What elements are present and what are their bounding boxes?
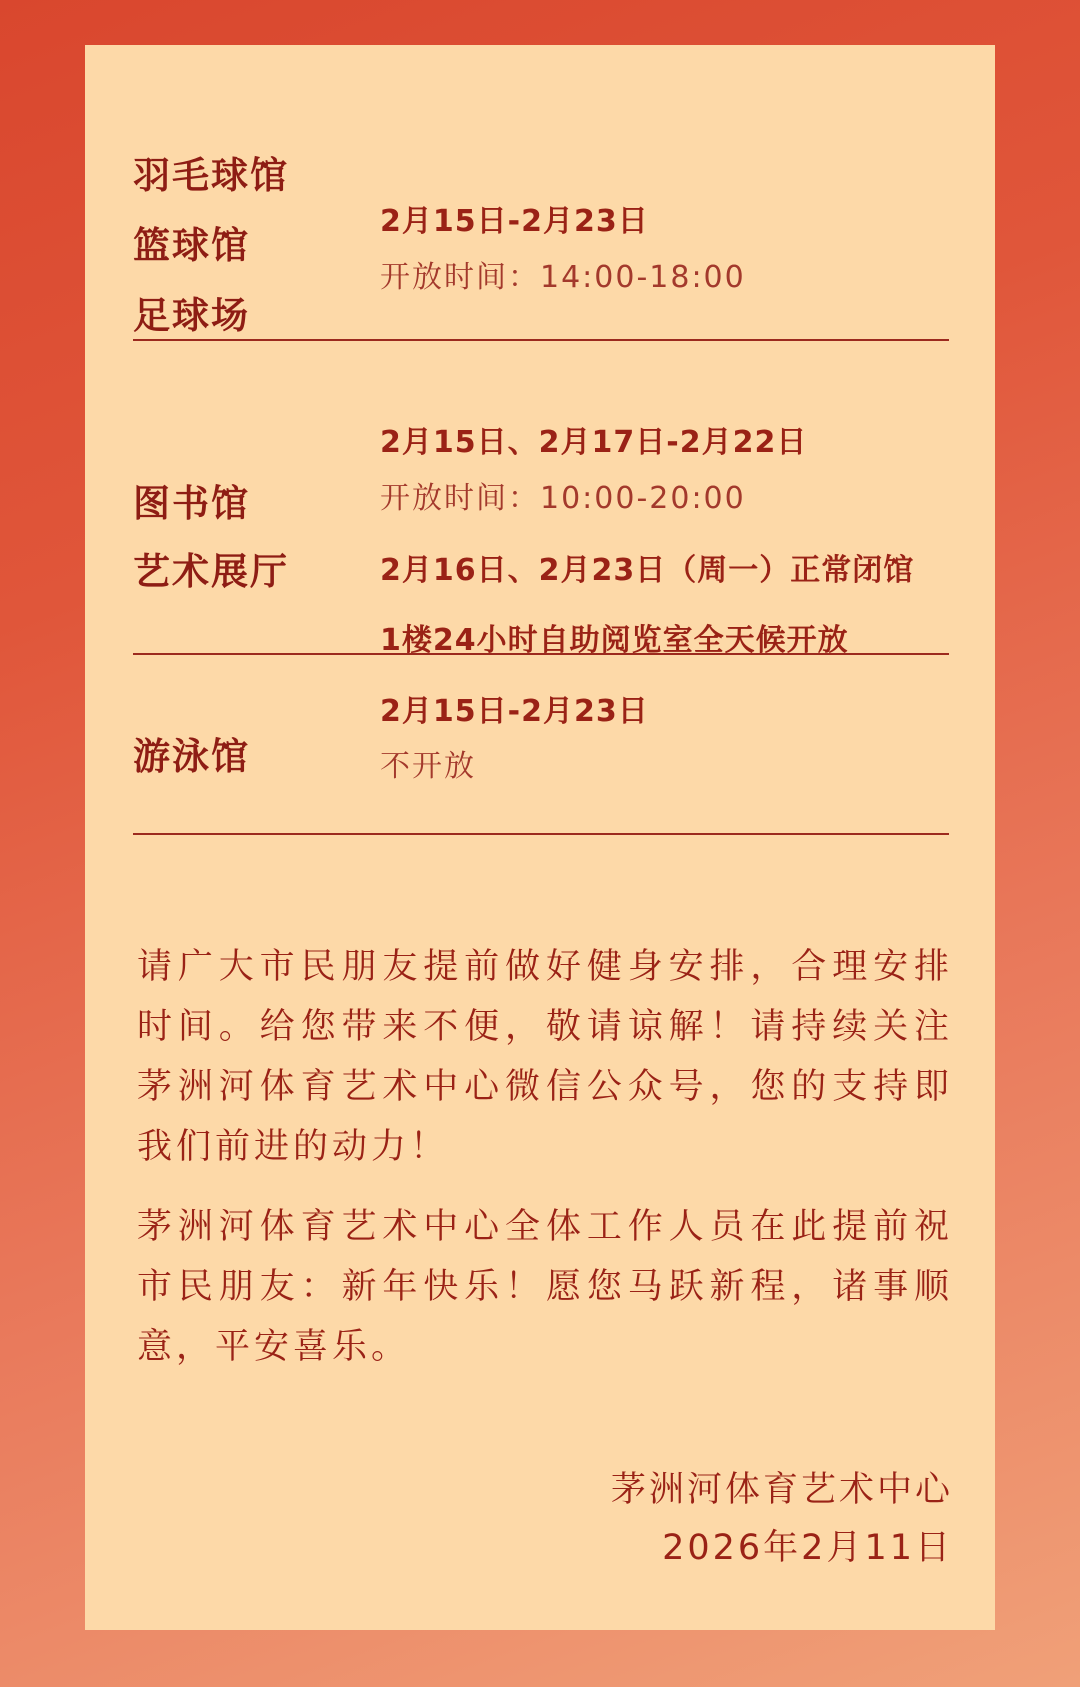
open-hours: 开放时间：10:00-20:00: [380, 481, 746, 516]
venue-name: 羽毛球馆: [133, 154, 289, 197]
notice-paragraph: 请广大市民朋友提前做好健身安排，合理安排时间。给您带来不便，敬请谅解！请持续关注茅洲河体育艺术中心微信公众号，您的支持即我们前进的动力！: [137, 947, 953, 1167]
signature-date: 2026年2月11日: [662, 1528, 953, 1568]
greeting-paragraph: 茅洲河体育艺术中心全体工作人员在此提前祝市民朋友：新年快乐！愿您马跃新程，诸事顺意，平安喜乐。: [137, 1207, 953, 1367]
venue-name: 艺术展厅: [133, 550, 289, 593]
closed-dates: 2月16日、2月23日（周一）正常闭馆: [380, 553, 915, 588]
schedule-section-library: [133, 341, 949, 658]
section-divider: [133, 833, 949, 835]
schedule-section-sports: [133, 105, 949, 335]
venue-name: 足球场: [133, 294, 250, 337]
venue-name: 篮球馆: [133, 224, 250, 267]
closed-dates: 2月15日-2月23日: [380, 694, 649, 729]
signature-organization: 茅洲河体育艺术中心: [610, 1470, 953, 1510]
schedule-section-pool: [133, 655, 949, 825]
open-hours: 开放时间：14:00-18:00: [380, 260, 746, 295]
notice-card: [85, 45, 995, 1630]
open-dates: 2月15日-2月23日: [380, 204, 649, 239]
venue-name: 图书馆: [133, 482, 250, 525]
venue-name: 游泳馆: [133, 735, 250, 778]
reading-room-note: 1楼24小时自助阅览室全天候开放: [380, 623, 849, 658]
closed-status: 不开放: [380, 749, 476, 784]
open-dates: 2月15日、2月17日-2月22日: [380, 425, 808, 460]
